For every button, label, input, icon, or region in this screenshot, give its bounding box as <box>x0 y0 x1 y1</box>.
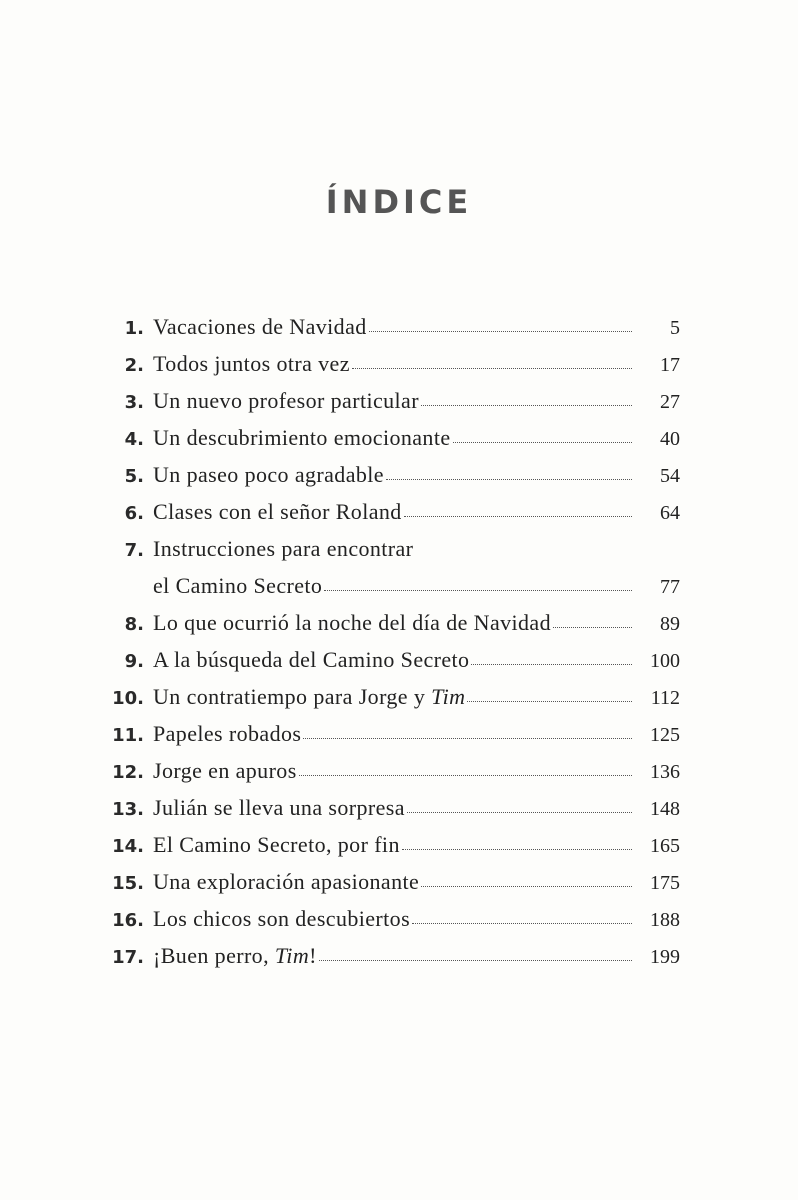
page-number: 148 <box>650 798 680 820</box>
chapter-title: Clases con el señor Roland <box>153 499 402 524</box>
dot-leader <box>369 331 632 332</box>
toc-entry <box>104 567 680 604</box>
dot-leader <box>553 627 632 628</box>
chapter-title-line1: Instrucciones para encontrar <box>153 536 414 561</box>
page-number: 17 <box>660 354 680 376</box>
chapter-title <box>153 678 465 715</box>
toc-entry <box>104 715 680 752</box>
chapter-title-italic: Tim <box>431 684 466 709</box>
page-number: 89 <box>660 613 680 635</box>
page-number: 64 <box>660 502 680 524</box>
chapter-number: 14. <box>112 836 144 857</box>
chapter-title: Los chicos son descubiertos <box>153 906 411 931</box>
chapter-title: Julián se lleva una sorpresa <box>153 795 405 820</box>
dot-leader <box>471 664 632 665</box>
page-number: 165 <box>650 835 680 857</box>
chapter-number: 1. <box>124 318 144 339</box>
dot-leader <box>421 886 632 887</box>
chapter-title: el Camino Secreto <box>153 573 323 598</box>
chapter-number: 9. <box>124 651 144 672</box>
toc-entry <box>104 863 680 900</box>
chapter-title: Un descubrimiento emocionante <box>153 425 451 450</box>
chapter-title: Un nuevo profesor particular <box>153 388 419 413</box>
chapter-title: Un paseo poco agradable <box>153 462 384 487</box>
chapter-title: A la búsqueda del Camino Secreto <box>153 647 470 672</box>
dot-leader <box>324 590 632 591</box>
page-number: 100 <box>650 650 680 672</box>
dot-leader <box>303 738 632 739</box>
toc-entry <box>104 752 680 789</box>
dot-leader <box>407 812 632 813</box>
chapter-number: 7. <box>124 540 144 561</box>
dot-leader <box>319 960 632 961</box>
chapter-number: 2. <box>124 355 144 376</box>
page-number: 136 <box>650 761 680 783</box>
dot-leader <box>412 923 632 924</box>
page-number: 125 <box>650 724 680 746</box>
toc-entry <box>104 826 680 863</box>
page-title: ÍNDICE <box>325 183 473 221</box>
toc-entry <box>104 345 680 382</box>
chapter-number: 6. <box>124 503 144 524</box>
chapter-number: 13. <box>112 799 144 820</box>
toc-entry <box>104 382 680 419</box>
page-number: 175 <box>650 872 680 894</box>
toc-entry <box>104 937 680 974</box>
chapter-number: 11. <box>112 725 144 746</box>
toc-entry <box>104 641 680 678</box>
chapter-title: Jorge en apuros <box>153 758 297 783</box>
page-number: 199 <box>650 946 680 968</box>
dot-leader <box>352 368 632 369</box>
chapter-number: 8. <box>124 614 144 635</box>
toc-entry <box>104 308 680 345</box>
chapter-title: Lo que ocurrió la noche del día de Navidad <box>153 610 551 635</box>
toc-entry <box>104 493 680 530</box>
chapter-number: 17. <box>112 947 144 968</box>
dot-leader <box>299 775 632 776</box>
chapter-title: El Camino Secreto, por fin <box>153 832 400 857</box>
page-number: 54 <box>660 465 680 487</box>
table-of-contents <box>104 308 680 974</box>
chapter-title-text: Un contratiempo para Jorge y <box>153 684 432 709</box>
chapter-title: Una exploración apasionante <box>153 869 420 894</box>
toc-entry <box>104 678 680 715</box>
chapter-title-suffix: ! <box>309 943 317 968</box>
chapter-number: 16. <box>112 910 144 931</box>
dot-leader <box>453 442 632 443</box>
chapter-number: 12. <box>112 762 144 783</box>
chapter-title: Papeles robados <box>153 721 302 746</box>
toc-entry <box>104 900 680 937</box>
toc-entry-first-line <box>104 530 680 567</box>
dot-leader <box>404 516 632 517</box>
dot-leader <box>467 701 632 702</box>
toc-entry <box>104 456 680 493</box>
page-number: 27 <box>660 391 680 413</box>
dot-leader <box>386 479 632 480</box>
page-number: 188 <box>650 909 680 931</box>
chapter-title: Vacaciones de Navidad <box>153 314 367 339</box>
page-number: 5 <box>670 317 680 339</box>
page-number: 112 <box>650 687 680 709</box>
page-number: 40 <box>660 428 680 450</box>
dot-leader <box>421 405 632 406</box>
toc-entry <box>104 789 680 826</box>
chapter-title-text: ¡Buen perro, <box>153 943 275 968</box>
toc-entry <box>104 604 680 641</box>
chapter-title-italic: Tim <box>274 943 310 968</box>
chapter-number: 3. <box>124 392 144 413</box>
chapter-number: 5. <box>124 466 144 487</box>
page-number: 77 <box>660 576 680 598</box>
dot-leader <box>402 849 632 850</box>
chapter-number: 15. <box>112 873 144 894</box>
chapter-number: 10. <box>112 688 144 709</box>
toc-entry <box>104 419 680 456</box>
chapter-title <box>153 937 317 974</box>
chapter-title: Todos juntos otra vez <box>153 351 350 376</box>
chapter-number: 4. <box>124 429 144 450</box>
